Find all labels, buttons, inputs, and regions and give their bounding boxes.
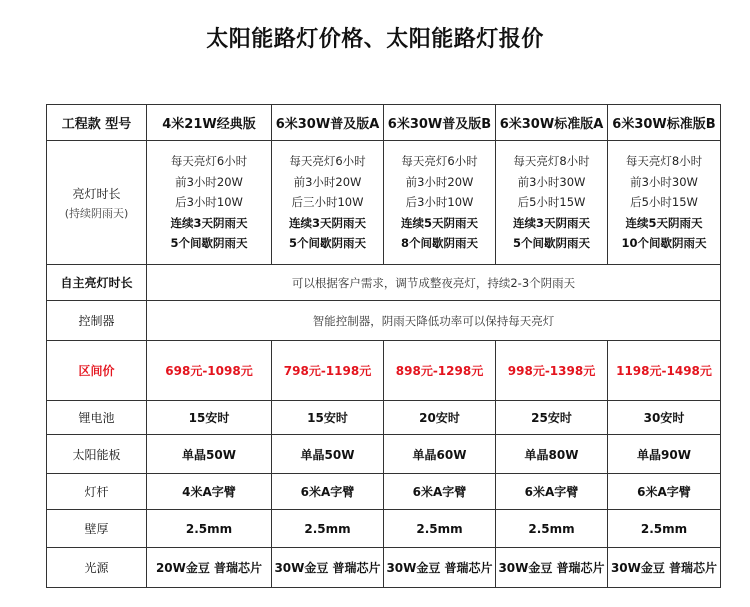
lighting-cell — [272, 141, 384, 265]
price-cell: 898元-1298元 — [384, 341, 496, 401]
thickness-cell: 2.5mm — [272, 510, 384, 548]
controller-value: 智能控制器，阴雨天降低功率可以保持每天亮灯 — [147, 301, 721, 341]
cell-line: 连续3天阴雨天 — [288, 215, 366, 230]
row-sublabel: (持续阴雨天) — [64, 206, 129, 220]
cell-line: 前3小时30W — [630, 174, 698, 189]
row-label: 自主亮灯时长 — [47, 265, 147, 301]
battery-cell: 15安时 — [272, 401, 384, 435]
battery-cell: 30安时 — [608, 401, 721, 435]
cell-line: 5个间歇阴雨天 — [512, 236, 590, 251]
thickness-row — [47, 510, 721, 548]
cell-line: 每天亮灯8小时 — [625, 154, 703, 169]
cell-line: 每天亮灯6小时 — [170, 154, 248, 169]
row-label: 控制器 — [47, 301, 147, 341]
lighting-label-cell — [47, 141, 147, 265]
row-label: 光源 — [47, 548, 147, 588]
light-source-cell: 20W金豆 普瑞芯片 — [147, 548, 272, 588]
cell-line: 连续5天阴雨天 — [400, 215, 478, 230]
page-title: 太阳能路灯价格、太阳能路灯报价 — [206, 27, 544, 52]
cell-line: 10个间歇阴雨天 — [621, 236, 707, 251]
model-header: 4米21W经典版 — [147, 105, 272, 141]
cell-line: 前3小时20W — [293, 174, 362, 189]
cell-line: 后3小时10W — [405, 195, 474, 210]
pole-cell: 4米A字臂 — [147, 474, 272, 510]
row-label: 太阳能板 — [47, 435, 147, 474]
pole-cell: 6米A字臂 — [384, 474, 496, 510]
battery-cell: 20安时 — [384, 401, 496, 435]
panel-cell: 单晶50W — [147, 435, 272, 474]
pole-cell: 6米A字臂 — [496, 474, 608, 510]
row-label: 区间价 — [47, 341, 147, 401]
pole-cell: 6米A字臂 — [608, 474, 721, 510]
battery-cell: 15安时 — [147, 401, 272, 435]
panel-cell: 单晶80W — [496, 435, 608, 474]
price-cell: 798元-1198元 — [272, 341, 384, 401]
auto-light-row — [47, 265, 721, 301]
lighting-cell — [608, 141, 721, 265]
cell-line: 后三小时10W — [291, 195, 364, 210]
price-cell: 698元-1098元 — [147, 341, 272, 401]
light-source-cell: 30W金豆 普瑞芯片 — [608, 548, 721, 588]
light-source-cell: 30W金豆 普瑞芯片 — [272, 548, 384, 588]
cell-line: 后3小时10W — [175, 195, 243, 210]
cell-line: 8个间歇阴雨天 — [400, 236, 478, 251]
model-header: 6米30W标准版B — [608, 105, 721, 141]
model-header: 6米30W标准版A — [496, 105, 608, 141]
thickness-cell: 2.5mm — [147, 510, 272, 548]
lighting-cell — [496, 141, 608, 265]
cell-line: 连续5天阴雨天 — [625, 215, 703, 230]
battery-row — [47, 401, 721, 435]
light-source-row — [47, 548, 721, 588]
price-cell: 998元-1398元 — [496, 341, 608, 401]
cell-line: 每天亮灯8小时 — [513, 154, 590, 169]
cell-line: 前3小时20W — [405, 174, 474, 189]
lighting-cell — [384, 141, 496, 265]
cell-line: 每天亮灯6小时 — [289, 154, 366, 169]
row-label: 锂电池 — [47, 401, 147, 435]
header-row — [47, 105, 721, 141]
thickness-cell: 2.5mm — [608, 510, 721, 548]
panel-cell: 单晶60W — [384, 435, 496, 474]
light-source-cell: 30W金豆 普瑞芯片 — [384, 548, 496, 588]
model-header: 6米30W普及版B — [384, 105, 496, 141]
cell-line: 5个间歇阴雨天 — [288, 236, 366, 251]
battery-cell: 25安时 — [496, 401, 608, 435]
cell-line: 连续3天阴雨天 — [512, 215, 590, 230]
price-row — [47, 341, 721, 401]
pole-cell: 6米A字臂 — [272, 474, 384, 510]
lighting-row — [47, 141, 721, 265]
cell-line: 连续3天阴雨天 — [170, 215, 248, 230]
panel-cell: 单晶90W — [608, 435, 721, 474]
panel-cell: 单晶50W — [272, 435, 384, 474]
thickness-cell: 2.5mm — [496, 510, 608, 548]
cell-line: 前3小时30W — [517, 174, 586, 189]
panel-row — [47, 435, 721, 474]
pole-row — [47, 474, 721, 510]
cell-line: 每天亮灯6小时 — [401, 154, 478, 169]
cell-line: 后5小时15W — [630, 195, 698, 210]
header-label: 工程款 型号 — [47, 105, 147, 141]
cell-line: 前3小时20W — [175, 174, 243, 189]
lighting-cell — [147, 141, 272, 265]
price-cell: 1198元-1498元 — [608, 341, 721, 401]
thickness-cell: 2.5mm — [384, 510, 496, 548]
cell-line: 后5小时15W — [517, 195, 586, 210]
light-source-cell: 30W金豆 普瑞芯片 — [496, 548, 608, 588]
row-label: 亮灯时长 — [72, 186, 121, 201]
spec-table — [46, 104, 721, 588]
model-header: 6米30W普及版A — [272, 105, 384, 141]
controller-row — [47, 301, 721, 341]
cell-line: 5个间歇阴雨天 — [170, 236, 248, 251]
auto-light-value: 可以根据客户需求，调节成整夜亮灯，持续2-3个阴雨天 — [147, 265, 721, 301]
row-label: 灯杆 — [47, 474, 147, 510]
row-label: 壁厚 — [47, 510, 147, 548]
